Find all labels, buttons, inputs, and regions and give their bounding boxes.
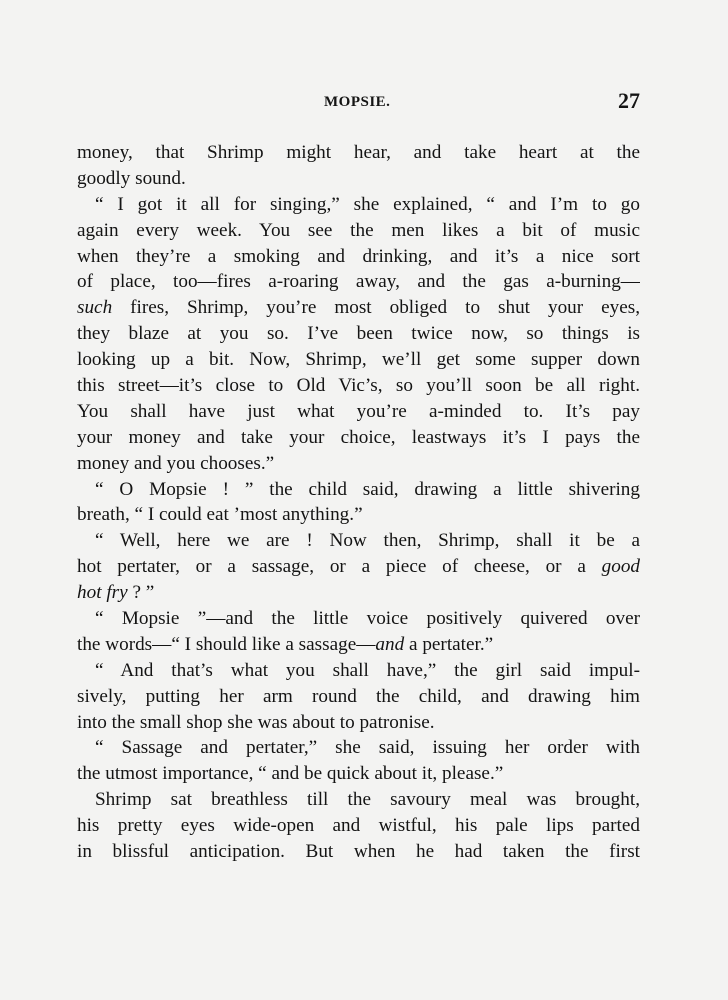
text-line: “ Sassage and pertater,” she said, issuing her order with bbox=[95, 737, 640, 759]
text-line: “ And that’s what you shall have,” the girl said impul- bbox=[95, 659, 640, 681]
text-line: You shall have just what you’re a-minded to. It’s pay bbox=[77, 400, 640, 422]
text-line: his pretty eyes wide-open and wistful, his pale lips parted bbox=[77, 815, 640, 837]
text-line: looking up a bit. Now, Shrimp, we’ll get some supper down bbox=[77, 349, 640, 371]
text-line: such fires, Shrimp, you’re most obliged to shut your eyes, bbox=[77, 297, 640, 319]
body-text bbox=[77, 140, 640, 865]
text-line: when they’re a smoking and drinking, and it’s a nice sort bbox=[77, 245, 640, 267]
text-line: “ Mopsie ”—and the little voice positively quivered over bbox=[95, 608, 640, 630]
text-line: into the small shop she was about to patronise. bbox=[77, 711, 435, 733]
text-line: goodly sound. bbox=[77, 167, 186, 189]
text-line: hot fry ? ” bbox=[77, 582, 155, 604]
text-line: “ O Mopsie ! ” the child said, drawing a little shivering bbox=[95, 478, 640, 500]
running-title: MOPSIE. bbox=[324, 94, 391, 110]
text-line: Shrimp sat breathless till the savoury meal was brought, bbox=[95, 789, 640, 811]
text-line: again every week. You see the men likes a bit of music bbox=[77, 219, 640, 241]
page-number: 27 bbox=[618, 88, 640, 113]
text-line: sively, putting her arm round the child, and drawing him bbox=[77, 685, 640, 707]
text-line: they blaze at you so. I’ve been twice now, so things is bbox=[77, 323, 640, 345]
text-line: your money and take your choice, leastways it’s I pays the bbox=[77, 426, 640, 448]
text-line: of place, too—fires a-roaring away, and the gas a-burning— bbox=[77, 271, 640, 293]
text-line: “ Well, here we are ! Now then, Shrimp, shall it be a bbox=[95, 530, 640, 552]
text-line: the words—“ I should like a sassage—and a pertater.” bbox=[77, 633, 494, 655]
text-line: in blissful anticipation. But when he had taken the first bbox=[77, 841, 640, 863]
text-line: hot pertater, or a sassage, or a piece of cheese, or a good bbox=[77, 556, 640, 578]
running-head bbox=[77, 88, 640, 118]
text-line: the utmost importance, “ and be quick about it, please.” bbox=[77, 763, 504, 785]
text-line: this street—it’s close to Old Vic’s, so you’ll soon be all right. bbox=[77, 375, 640, 397]
text-line: money and you chooses.” bbox=[77, 452, 275, 474]
text-line: breath, “ I could eat ’most anything.” bbox=[77, 504, 363, 526]
text-line: money, that Shrimp might hear, and take heart at the bbox=[77, 142, 640, 163]
text-line: “ I got it all for singing,” she explained, “ and I’m to go bbox=[95, 193, 640, 215]
